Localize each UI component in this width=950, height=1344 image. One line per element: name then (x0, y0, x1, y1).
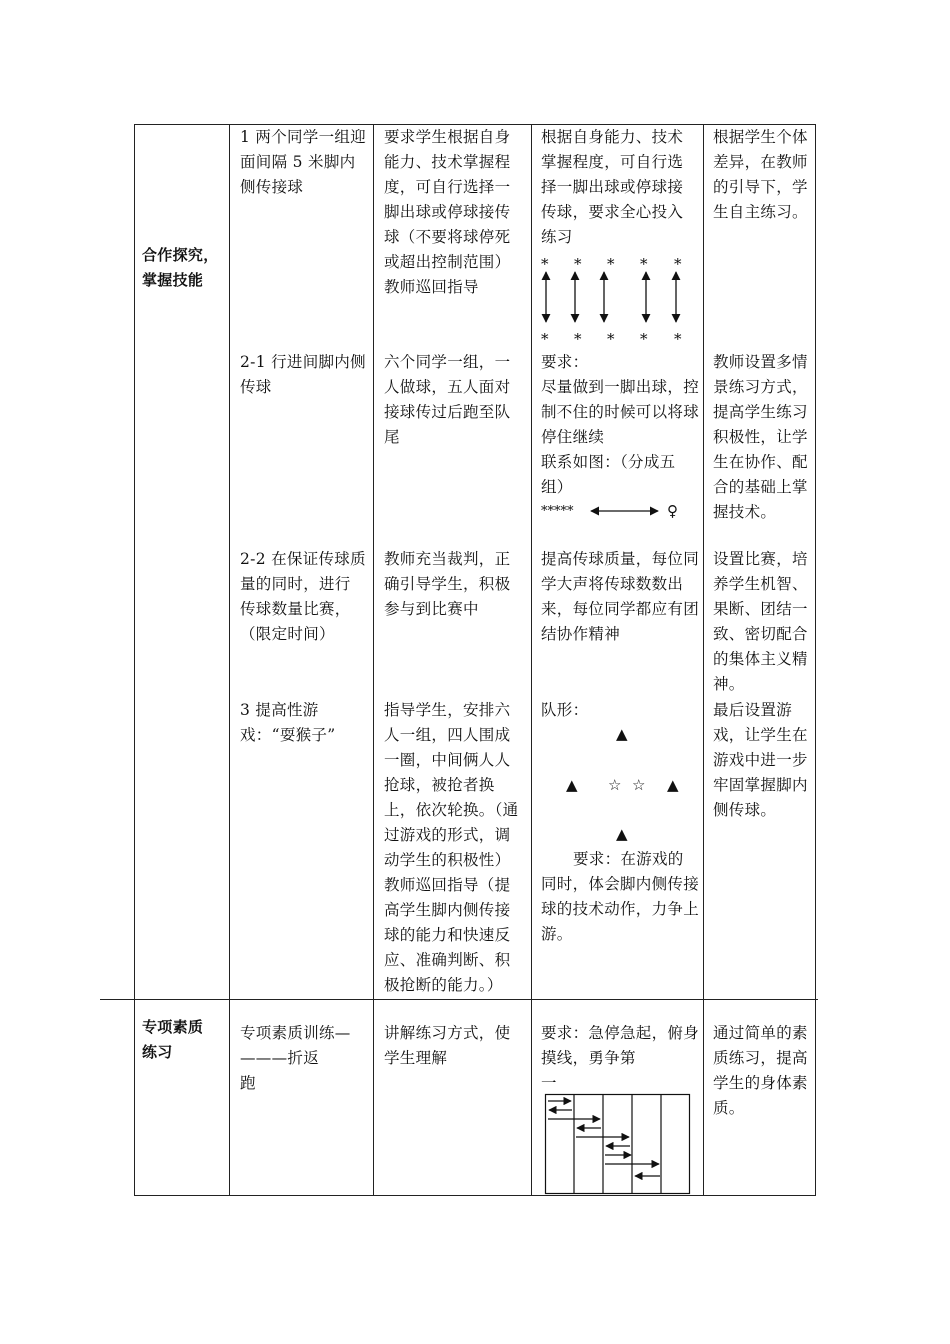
row3-teacher: 教师充当裁判，正确引导学生，积极参与到比赛中 (384, 550, 511, 618)
triangle-top: ▲ (616, 725, 628, 743)
asterisk-top-3: * (607, 255, 615, 273)
row4-student-label: 队形： (541, 701, 589, 719)
stage-label-cooperative-inquiry: 合作探究， 掌握技能 (142, 246, 219, 289)
player-symbol: ♀ (667, 502, 678, 520)
table-border-right (815, 124, 816, 1196)
row2-student: 要求： 尽量做到一脚出球，控制不住的时候可以将球停住继续 联系如图：（分成五组） (541, 353, 700, 496)
row1-student: 根据自身能力、技术掌握程度，可自行选择一脚出球或停球接传球，要求全心投入练习 (541, 128, 684, 246)
asterisk-bottom-3: * (607, 330, 615, 348)
asterisk-top-4: * (640, 255, 648, 273)
col-divider-1 (229, 124, 230, 1196)
asterisk-top-1: * (541, 255, 549, 273)
triangle-bottom: ▲ (616, 825, 628, 843)
section-divider (100, 999, 818, 1000)
horizontal-double-arrow (588, 505, 663, 517)
row2-content: 2-1 行进间脚内侧传球 (240, 353, 366, 396)
asterisk-top-2: * (574, 255, 582, 273)
asterisk-bottom-1: * (541, 330, 549, 348)
asterisk-bottom-4: * (640, 330, 648, 348)
row4-intent: 最后设置游戏，让学生在游戏中进一步牢固掌握脚内侧传球。 (713, 701, 808, 819)
row1-intent: 根据学生个体差异，在教师的引导下，学生自主练习。 (713, 128, 808, 221)
row5-teacher: 讲解练习方式，使学生理解 (384, 1024, 511, 1067)
row3-intent: 设置比赛，培养学生机智、果断、团结一致、密切配合的集体主义精神。 (713, 550, 808, 693)
five-players-line: ***** (541, 504, 574, 519)
star-defender-1: ☆ (608, 776, 622, 794)
star-defender-2: ☆ (632, 776, 646, 794)
asterisk-bottom-5: * (674, 330, 682, 348)
triangle-left: ▲ (566, 776, 578, 794)
col-divider-4 (703, 124, 704, 1196)
row5-content: 专项素质训练— ———折返 跑 (240, 1024, 351, 1092)
row5-intent: 通过简单的素质练习，提高学生的身体素质。 (713, 1024, 808, 1117)
table-border-left (134, 124, 135, 1196)
shuttle-run-diagram (545, 1094, 691, 1196)
row4-teacher: 指导学生，安排六人一组，四人围成一圈，中间俩人人抢球，被抢者换上，依次轮换。（通过游戏的形式，调动学生的积极性）教师巡回指导（提高学生脚内侧传接球的能力和快速反应、准确判断、积极抢断的能力。） (384, 701, 519, 994)
row1-teacher: 要求学生根据自身能力、技术掌握程度，可自行选择一脚出球或停球接传球（不要将球停死或超出控制范围）教师巡回指导 (384, 128, 511, 296)
row4-content: 3 提高性游戏：“耍猴子” (240, 701, 336, 744)
row1-content: 1 两个同学一组迎面间隔 5 米脚内侧传接球 (240, 128, 366, 196)
table-border-bottom (134, 1195, 816, 1196)
row3-content: 2-2 在保证传球质量的同时，进行传球数量比赛，（限定时间） (240, 550, 366, 643)
stage-label-special-fitness: 专项素质 练习 (142, 1018, 204, 1061)
row3-student: 提高传球质量，每位同学大声将传球数数出来，每位同学都应有团结协作精神 (541, 550, 700, 643)
vertical-double-arrows (535, 268, 695, 328)
asterisk-bottom-2: * (574, 330, 582, 348)
asterisk-top-5: * (674, 255, 682, 273)
row2-teacher: 六个同学一组，一人做球，五人面对接球传过后跑至队尾 (384, 353, 511, 446)
col-divider-2 (373, 124, 374, 1196)
row4-student-requirement: 要求：在游戏的同时，体会脚内侧传接球的技术动作，力争上游。 (541, 850, 700, 943)
triangle-right: ▲ (667, 776, 679, 794)
row2-intent: 教师设置多情景练习方式，提高学生练习积极性，让学生在协作、配合的基础上掌握技术。 (713, 353, 808, 521)
col-divider-3 (531, 124, 532, 1196)
row5-student: 要求：急停急起，俯身 摸线，勇争第 一 (541, 1024, 700, 1092)
